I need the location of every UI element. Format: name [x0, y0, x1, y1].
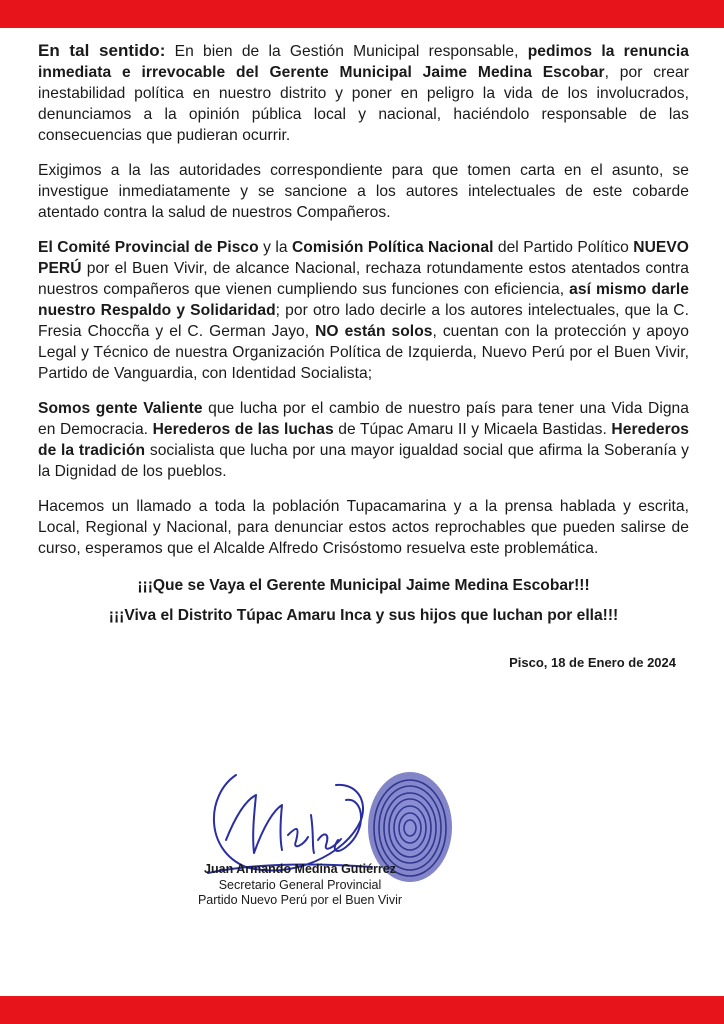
text-span: , por crear inestabilidad política en nuestro distrito y poner en peligro la vida de los involucrados, denunciamos a la opinión pública local y nacional, haciéndolo responsable de las consecuencias que pudieran ocurrir. [38, 64, 689, 144]
text-span: y la [258, 239, 292, 256]
text-span: socialista que lucha por una mayor igualdad social que afirma la Soberanía y la Dignidad de los pueblos. [38, 442, 689, 480]
text-span: , cuentan con la protección y apoyo Legal y Técnico de nuestra Organización Política de Izquierda, Nuevo Perú por el Buen Vivir, Partido de Vanguardia, con Identidad Socialista; [38, 323, 690, 382]
date-line: Pisco, 18 de Enero de 2024 [509, 655, 676, 670]
paragraph-3 [38, 237, 689, 384]
text-span: Exigimos a la las autoridades correspondiente para que tomen carta en el asunto, se investigue inmediatamente y se sancione a los autores intelectuales de este cobarde atentado contra la salud de nuestros Compañeros. [38, 162, 689, 221]
bold-span: así mismo darle nuestro Respaldo y Solidaridad [38, 281, 690, 319]
paragraph-5 [38, 496, 689, 559]
text-span: Hacemos un llamado a toda la población Tupacamarina y a la prensa hablada y escrita, Local, Regional y Nacional, para denunciar estos actos reprochables que pueden salirse de curso, esperamos que el Alcalde Alfredo Crisóstomo resuelva este problemática. [38, 498, 689, 557]
signatory-party: Partido Nuevo Perú por el Buen Vivir [197, 893, 403, 907]
bold-span: NO están solos [315, 323, 433, 340]
letter-body [38, 40, 689, 670]
bottom-red-bar [0, 996, 724, 1024]
text-span: por el Buen Vivir, de alcance Nacional, rechaza rotundamente estos atentados contra nuestros compañeros que vienen cumpliendo sus funciones con eficiencia, [38, 260, 689, 298]
bold-span: Comisión Política Nacional [291, 239, 494, 256]
signature-block [180, 862, 420, 909]
bold-span: NUEVO PERÚ [38, 239, 689, 277]
paragraph-4 [38, 398, 689, 482]
text-span: de Túpac Amaru II y Micaela Bastidas. [333, 421, 612, 438]
signatory-name: Juan Armando Medina Gutiérrez [204, 862, 396, 876]
paragraph-2 [38, 160, 689, 223]
lead-phrase: En tal sentido: [38, 41, 166, 60]
slogan-1: ¡¡¡Que se Vaya el Gerente Municipal Jaime Medina Escobar!!! [137, 577, 590, 594]
text-span: que lucha por el cambio de nuestro país para tener una Vida Digna en Democracia. [38, 400, 689, 438]
text-span: del Partido Político [493, 239, 634, 256]
bold-span: El Comité Provincial de Pisco [38, 239, 259, 256]
top-red-bar [0, 0, 724, 28]
signatory-role: Secretario General Provincial [218, 877, 382, 892]
text-span: En bien de la Gestión Municipal responsable, [165, 43, 528, 60]
bold-span: Herederos de las luchas [152, 421, 334, 438]
paragraph-1 [38, 40, 689, 146]
bold-span: Somos gente Valiente [38, 400, 203, 417]
slogan-2: ¡¡¡Viva el Distrito Túpac Amaru Inca y sus hijos que luchan por ella!!! [108, 607, 619, 624]
bold-span: pedimos la renuncia inmediata e irrevocable del Gerente Municipal Jaime Medina Escobar [38, 43, 690, 81]
bold-span: Herederos de la tradición [38, 421, 690, 459]
text-span: ; por otro lado decirle a los autores intelectuales, que la C. Fresia Choccña y el C. German Jayo, [38, 302, 689, 340]
